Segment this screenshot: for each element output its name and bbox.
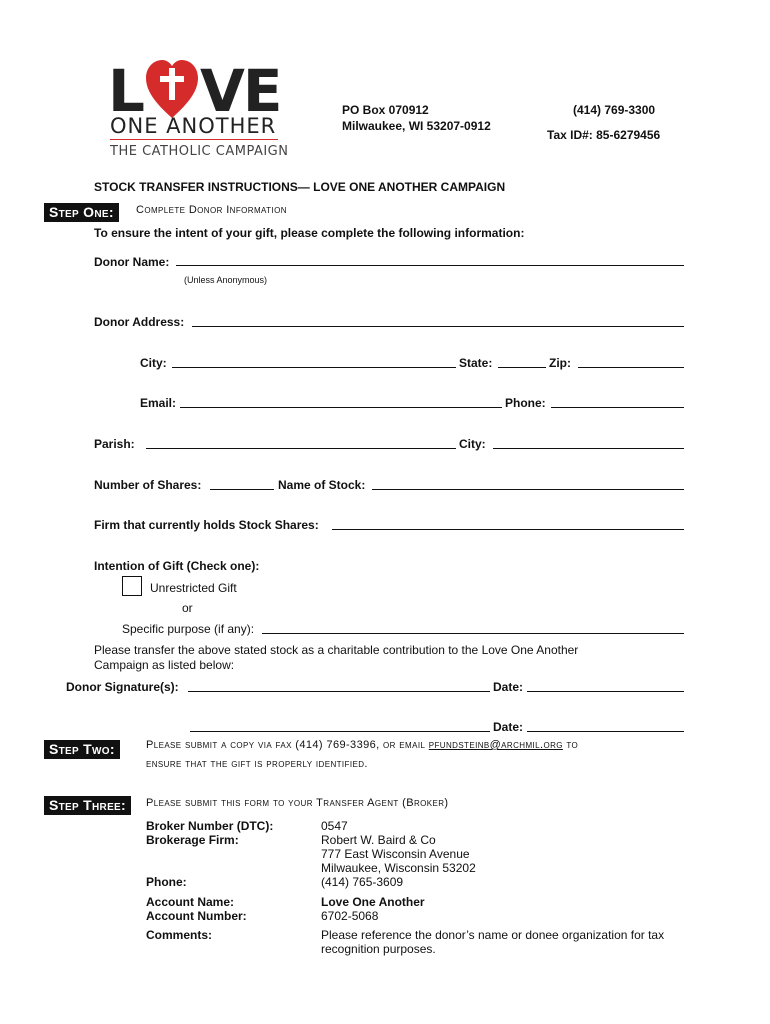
logo <box>108 58 298 168</box>
address-line2: Milwaukee, WI 53207-0912 <box>342 119 491 133</box>
parish-field[interactable] <box>146 448 456 449</box>
specific-purpose-label: Specific purpose (if any): <box>122 622 255 636</box>
donor-address-field[interactable] <box>192 326 684 327</box>
zip-label: Zip: <box>549 356 571 370</box>
unless-anonymous-note: (Unless Anonymous) <box>184 275 268 285</box>
signature-field-2[interactable] <box>190 731 490 732</box>
step-two-text <box>146 739 578 751</box>
firm-field[interactable] <box>332 529 684 530</box>
brokerage-firm-label: Brokerage Firm: <box>146 833 239 847</box>
email-label: Email: <box>140 396 177 410</box>
account-name-label: Account Name: <box>146 895 235 909</box>
zip-field[interactable] <box>578 367 684 368</box>
logo-catholic-campaign: THE CATHOLIC CAMPAIGN <box>110 144 289 159</box>
comments-line1: Please reference the donor’s name or donee organization for tax <box>321 928 665 942</box>
step-one-heading: Complete Donor Information <box>136 204 287 216</box>
step-one-intro: To ensure the intent of your gift, please complete the following information: <box>94 226 525 240</box>
broker-number-value: 0547 <box>321 819 348 833</box>
date-label-2: Date: <box>493 720 524 734</box>
step-two-badge: Step Two: <box>44 740 120 759</box>
date-field-2[interactable] <box>527 731 684 732</box>
address-line1: PO Box 070912 <box>342 103 429 117</box>
or-text: or <box>182 601 193 615</box>
heart-cross-icon <box>144 58 200 120</box>
comments-line2: recognition purposes. <box>321 942 436 956</box>
transfer-text-line1: Please transfer the above stated stock as a charitable contribution to the Love One Another <box>94 643 579 657</box>
num-shares-label: Number of Shares: <box>94 478 202 492</box>
city-field[interactable] <box>172 367 456 368</box>
phone-label: Phone: <box>505 396 546 410</box>
step-two-line2: ensure that the gift is properly identified. <box>146 758 368 770</box>
donor-name-label: Donor Name: <box>94 255 170 269</box>
donor-address-label: Donor Address: <box>94 315 185 329</box>
logo-love-ve: VE <box>200 57 281 125</box>
unrestricted-gift-label: Unrestricted Gift <box>150 581 237 595</box>
city-label: City: <box>140 356 167 370</box>
logo-love-l: L <box>108 57 143 125</box>
state-field[interactable] <box>498 367 546 368</box>
specific-purpose-field[interactable] <box>262 633 684 634</box>
account-number-value: 6702-5068 <box>321 909 379 923</box>
broker-phone-label: Phone: <box>146 875 187 889</box>
firm-address-line2: Milwaukee, Wisconsin 53202 <box>321 861 476 875</box>
signature-field-1[interactable] <box>188 691 490 692</box>
phone-field[interactable] <box>551 407 684 408</box>
email-field[interactable] <box>180 407 502 408</box>
firm-name-value: Robert W. Baird & Co <box>321 833 436 847</box>
tax-id: Tax ID#: 85-6279456 <box>547 128 661 142</box>
parish-city-label: City: <box>459 437 486 451</box>
step-one-badge: Step One: <box>44 203 119 222</box>
step-two-email-link[interactable]: pfundsteinb@archmil.org <box>428 739 563 751</box>
signature-label: Donor Signature(s): <box>66 680 179 694</box>
logo-one-another: ONE ANOTHER <box>110 114 277 138</box>
step-three-badge: Step Three: <box>44 796 131 815</box>
date-field-1[interactable] <box>527 691 684 692</box>
account-name-value: Love One Another <box>321 895 425 909</box>
unrestricted-gift-checkbox[interactable] <box>122 576 142 596</box>
stock-name-field[interactable] <box>372 489 684 490</box>
step-three-heading: Please submit this form to your Transfer Agent (Broker) <box>146 797 449 809</box>
broker-number-label: Broker Number (DTC): <box>146 819 274 833</box>
comments-label: Comments: <box>146 928 213 942</box>
parish-label: Parish: <box>94 437 135 451</box>
firm-label: Firm that currently holds Stock Shares: <box>94 518 319 532</box>
logo-divider <box>110 139 278 140</box>
header-phone: (414) 769-3300 <box>573 103 656 117</box>
donor-name-field[interactable] <box>176 265 684 266</box>
step-two-text-before: Please submit a copy via fax (414) 769-3396, or email <box>146 739 429 751</box>
transfer-text-line2: Campaign as listed below: <box>94 658 235 672</box>
step-two-text-after: to <box>562 739 579 751</box>
account-number-label: Account Number: <box>146 909 247 923</box>
intention-label: Intention of Gift (Check one): <box>94 559 260 573</box>
page-title: STOCK TRANSFER INSTRUCTIONS— LOVE ONE ANOTHER CAMPAIGN <box>94 180 506 194</box>
parish-city-field[interactable] <box>493 448 684 449</box>
firm-address-line1: 777 East Wisconsin Avenue <box>321 847 470 861</box>
stock-name-label: Name of Stock: <box>278 478 366 492</box>
firm-phone-value: (414) 765-3609 <box>321 875 404 889</box>
date-label-1: Date: <box>493 680 524 694</box>
state-label: State: <box>459 356 493 370</box>
num-shares-field[interactable] <box>210 489 274 490</box>
